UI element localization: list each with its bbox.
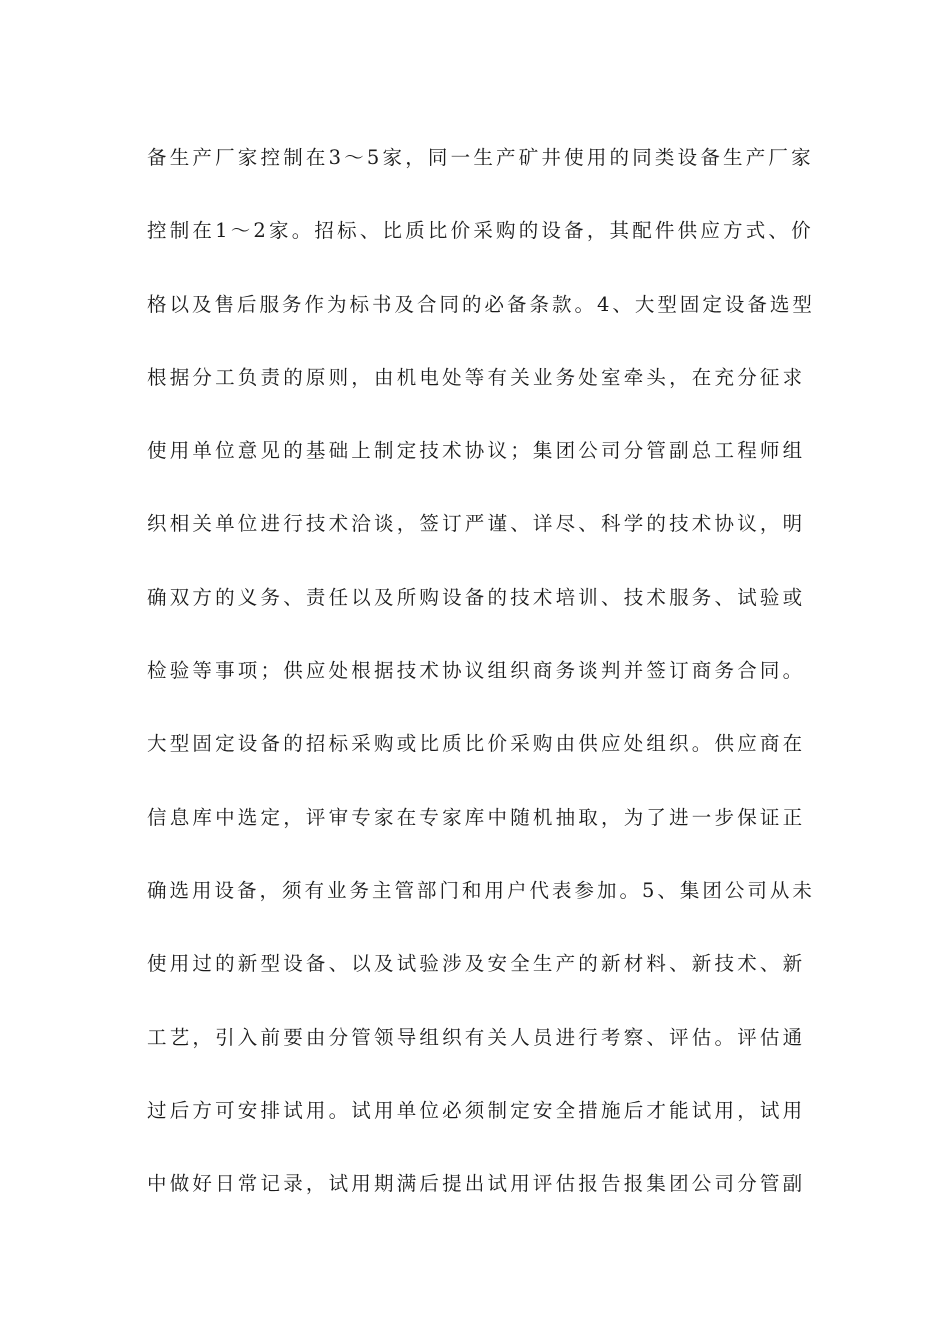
text-line: 检验等事项；供应处根据技术协议组织商务谈判并签订商务合同。 <box>147 659 806 683</box>
text-line: 格以及售后服务作为标书及合同的必备条款。4、大型固定设备选型 <box>147 292 815 316</box>
text-line: 信息库中选定，评审专家在专家库中随机抽取，为了进一步保证正 <box>147 805 806 829</box>
text-line: 中做好日常记录，试用期满后提出试用评估报告报集团公司分管副 <box>147 1172 806 1196</box>
text-line: 确双方的义务、责任以及所购设备的技术培训、技术服务、试验或 <box>147 585 806 609</box>
text-line: 工艺，引入前要由分管领导组织有关人员进行考察、评估。评估通 <box>147 1025 806 1049</box>
text-line: 织相关单位进行技术洽谈，签订严谨、详尽、科学的技术协议，明 <box>147 512 806 536</box>
text-line: 使用过的新型设备、以及试验涉及安全生产的新材料、新技术、新 <box>147 952 806 976</box>
text-line: 备生产厂家控制在3～5家，同一生产矿井使用的同类设备生产厂家 <box>147 146 814 169</box>
text-line: 过后方可安排试用。试用单位必须制定安全措施后才能试用，试用 <box>147 1098 806 1122</box>
body-text <box>147 132 817 1231</box>
text-line: 控制在1～2家。招标、比质比价采购的设备，其配件供应方式、价 <box>147 219 814 243</box>
text-line: 使用单位意见的基础上制定技术协议；集团公司分管副总工程师组 <box>147 439 806 463</box>
text-line: 根据分工负责的原则，由机电处等有关业务处室牵头，在充分征求 <box>147 365 806 389</box>
text-line: 大型固定设备的招标采购或比质比价采购由供应处组织。供应商在 <box>147 732 806 756</box>
text-line: 确选用设备，须有业务主管部门和用户代表参加。5、集团公司从未 <box>147 878 815 902</box>
